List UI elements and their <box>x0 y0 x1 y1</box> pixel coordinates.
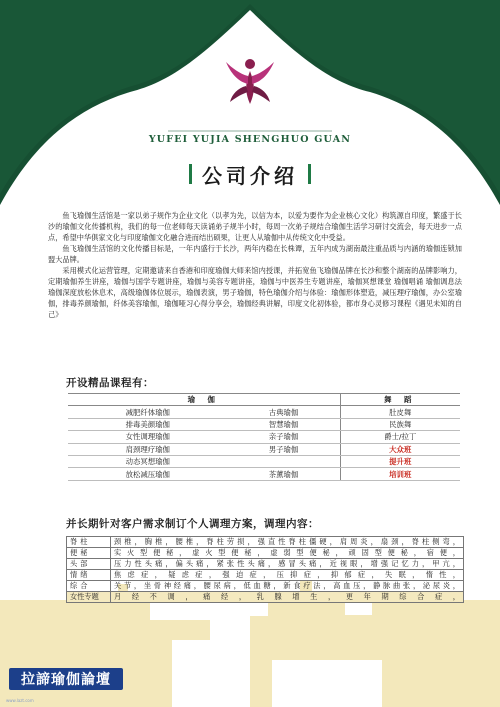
course-cell <box>228 455 340 467</box>
intro-paragraph-1: 鱼飞瑜伽生活馆是一家以弟子规作为企业文化（以孝为先，以信为本，以爱为要作为企业核心文化）构筑源自印度，繁盛于长沙的瑜伽文化传播机构，我们的每一位老师每天读诵弟子规半小时，每周一次弟子规结合瑜伽生活学习研讨交流会，每天进步一点点，希望中华俱家文化与印度瑜伽文化融合进而结出硕果，让更人从瑜伽中从传统文化中受益。 <box>48 211 462 242</box>
course-cell-highlight: 提升班 <box>340 455 460 467</box>
plan-category: 女性专题 <box>67 592 111 603</box>
table-row <box>68 418 460 430</box>
plan-section-title: 并长期针对客户需求制订个人调理方案，调理内容： <box>66 518 319 530</box>
plan-category: 情绪 <box>67 570 111 581</box>
plan-table <box>66 536 464 603</box>
table-row <box>67 570 464 581</box>
course-cell: 智慧瑜伽 <box>228 418 340 430</box>
plan-content: 焦虑症，疑虑症，强迫症，压抑症，抑郁症，失眠，惰性， <box>111 570 464 581</box>
title-left-bar <box>189 164 192 184</box>
lotus-figure-logo-icon <box>222 56 278 108</box>
table-row <box>68 468 460 480</box>
courses-section-title: 开设精品课程有： <box>66 377 154 389</box>
table-row <box>67 537 464 548</box>
course-cell: 男子瑜伽 <box>228 443 340 455</box>
table-row <box>67 559 464 570</box>
course-cell: 茶薰瑜伽 <box>228 468 340 480</box>
intro-paragraph-2: 鱼飞瑜伽生活馆的文化传播目标是，一年内盛行于长沙，两年内稳在长株谭，五年内成为湖南最注重品质与内涵的瑜伽连锁加盟大品牌。 <box>48 244 462 264</box>
course-cell: 民族舞 <box>340 418 460 430</box>
course-cell: 肩颈理疗瑜伽 <box>68 443 228 455</box>
plan-content: 压力性头痛，偏头痛，紧张性头痛，感冒头痛，近视眼，增强记忆力，甲亢， <box>111 559 464 570</box>
course-cell-highlight: 培训班 <box>340 468 460 480</box>
course-cell-highlight: 大众班 <box>340 443 460 455</box>
plan-content: 颈椎，胸椎，腰椎，脊柱劳损，强直性脊柱僵硬，肩周炎，扇颈，脊柱侧弯， <box>111 537 464 548</box>
course-cell: 动态冥想瑜伽 <box>68 455 228 467</box>
plan-content: 实火型便秘，虚火型便秘，虚弱型便秘，顽固型便秘，宿便， <box>111 548 464 559</box>
course-cell: 爵士/拉丁 <box>340 431 460 443</box>
plan-category: 脊柱 <box>67 537 111 548</box>
course-cell: 肚皮舞 <box>340 406 460 418</box>
plan-category: 综合 <box>67 581 111 592</box>
table-row <box>68 431 460 443</box>
table-row <box>68 455 460 467</box>
plan-category: 头部 <box>67 559 111 570</box>
site-watermark: www.lazt.com <box>6 698 34 703</box>
course-cell: 排毒美颜瑜伽 <box>68 418 228 430</box>
plan-content: 月经不调，痛经，乳腺增生，更年期综合症， <box>111 592 464 603</box>
course-cell: 减肥纤体瑜伽 <box>68 406 228 418</box>
plan-category: 便秘 <box>67 548 111 559</box>
header-dance: 舞 蹈 <box>340 394 460 406</box>
intro-paragraph-3: 采用模式化运营管理，定期邀请来自香港和印度瑜伽大师来馆内授课，并拓宽鱼飞瑜伽品牌在长沙和整个湖南的品牌影响力，定期瑜伽养生讲座，瑜伽与国学专题讲座，瑜伽与美容专题讲座，瑜伽与中医养生专题讲座，瑜伽冥想课堂 瑜伽唱诵 瑜伽调息法 瑜伽深度放松休息术，高级瑜伽体位展示，瑜伽表演，男子瑜伽，特色瑜伽介绍与体验：瑜伽形体塑造，减压理疗瑜伽，办公室瑜伽，排毒养颜瑜伽，纤体美容瑜伽，瑜伽哑习心得分享会，瑜伽经典讲解，印度文化初体验，都市身心灵修习课程《遇见未知的自己》 <box>48 266 462 319</box>
table-row <box>68 443 460 455</box>
header-yoga: 瑜 伽 <box>68 394 340 406</box>
course-cell: 亲子瑜伽 <box>228 431 340 443</box>
table-row <box>68 406 460 418</box>
plan-content: 关节，坐骨神经痛，腰尿病，低血糖，新食疗法，高血压，静脉曲张，泌尿炎， <box>111 581 464 592</box>
course-cell: 放松减压瑜伽 <box>68 468 228 480</box>
course-cell: 古典瑜伽 <box>228 406 340 418</box>
table-row <box>67 581 464 592</box>
forum-name: 拉諦瑜伽論壇 <box>21 672 111 688</box>
page-title-block <box>186 160 314 188</box>
course-table <box>68 393 460 481</box>
course-table-header <box>68 394 460 406</box>
intro-text <box>48 210 462 320</box>
page-title: 公司介绍 <box>202 163 298 188</box>
table-row <box>67 592 464 603</box>
title-right-bar <box>308 164 311 184</box>
table-row <box>67 548 464 559</box>
brand-name: YUFEI YUJIA SHENGHUO GUAN <box>148 134 352 145</box>
forum-watermark-banner <box>9 668 123 690</box>
course-cell: 女性调理瑜伽 <box>68 431 228 443</box>
